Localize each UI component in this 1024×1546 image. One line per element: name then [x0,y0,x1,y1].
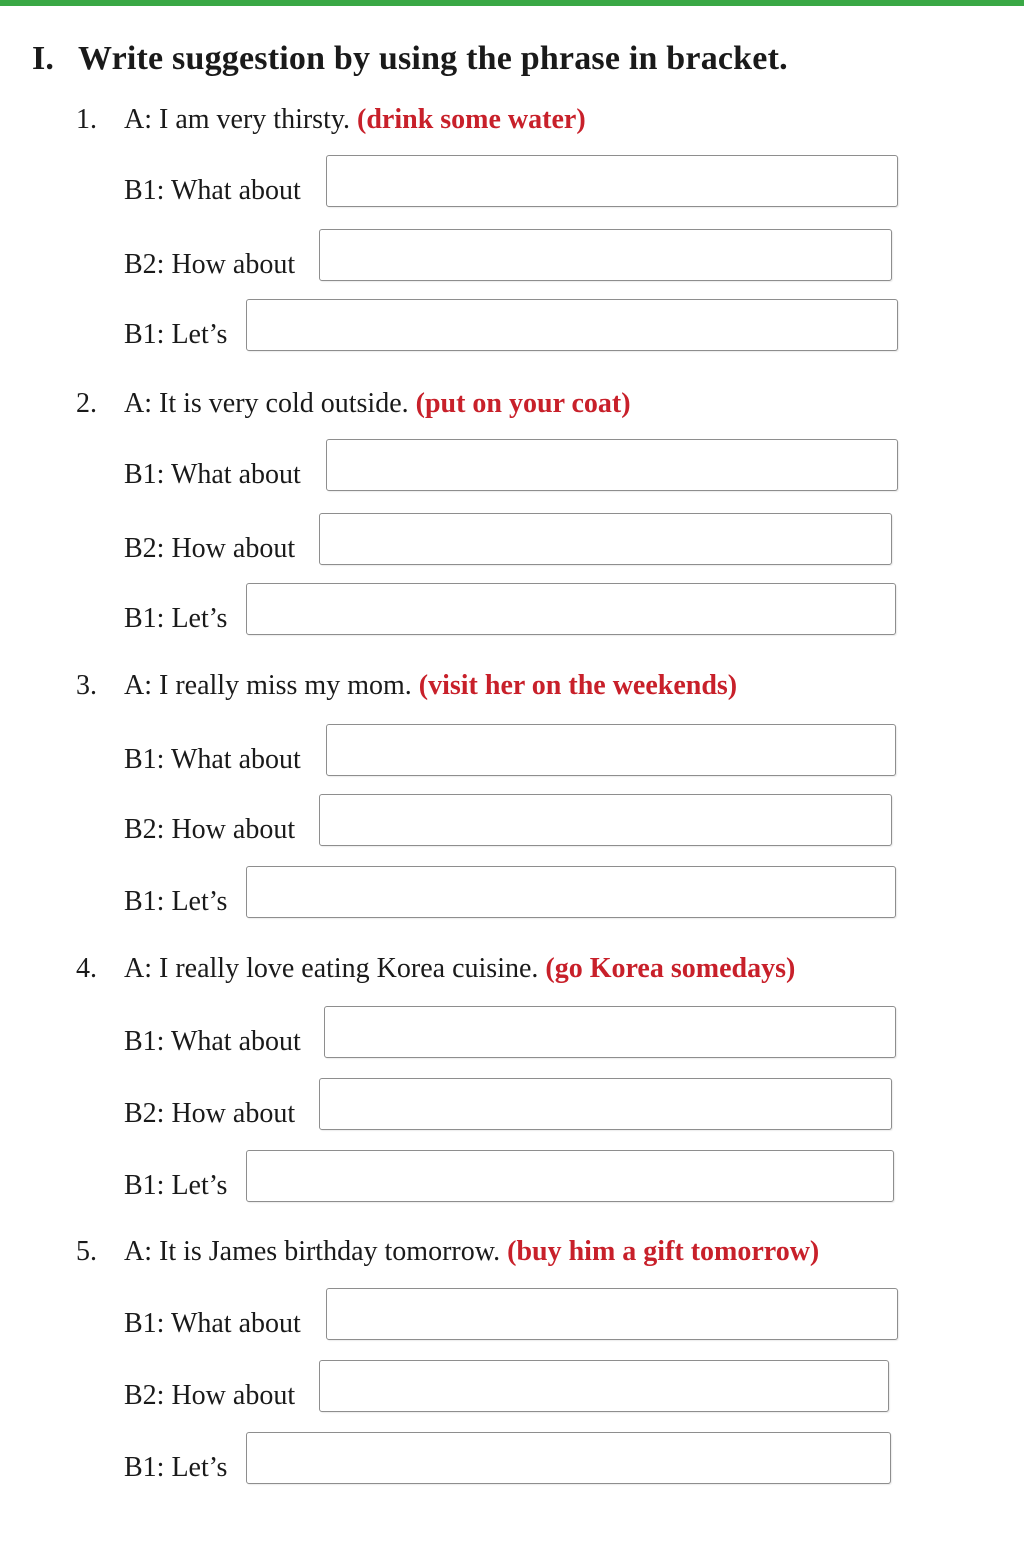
q5-lets-input[interactable] [246,1432,891,1484]
question-prompt: A: I really miss my mom. [124,670,412,701]
response-label: B1: Let’s [124,603,228,634]
question-hint: (visit her on the weekends) [418,670,738,701]
response-label: B1: What about [124,175,301,206]
response-label: B2: How about [124,1380,296,1411]
q1-lets-input[interactable] [246,299,898,351]
question-hint: (go Korea somedays) [545,953,796,984]
question-number: 1. [76,104,97,135]
question-5 [76,1236,819,1268]
q1-what-about-input[interactable] [326,155,898,207]
response-label: B2: How about [124,814,296,845]
q2-lets-input[interactable] [246,583,896,635]
q3-lets-input[interactable] [246,866,896,918]
q3-what-about-input[interactable] [326,724,896,776]
question-4 [76,953,795,985]
question-hint: (drink some water) [357,104,586,135]
q4-what-about-input[interactable] [324,1006,896,1058]
q4-lets-input[interactable] [246,1150,894,1202]
question-number: 5. [76,1236,97,1267]
response-label: B2: How about [124,533,296,564]
question-prompt: A: It is very cold outside. [124,388,409,419]
exercise-heading [32,40,788,78]
question-prompt: A: I really love eating Korea cuisine. [124,953,539,984]
q4-how-about-input[interactable] [319,1078,892,1130]
question-prompt: A: It is James birthday tomorrow. [124,1236,501,1267]
q2-how-about-input[interactable] [319,513,892,565]
response-label: B1: What about [124,1026,301,1057]
question-number: 4. [76,953,97,984]
question-number: 3. [76,670,97,701]
question-3 [76,670,737,702]
q2-what-about-input[interactable] [326,439,898,491]
exercise-number: I. [32,40,55,77]
question-2 [76,388,631,420]
q5-how-about-input[interactable] [319,1360,889,1412]
question-1 [76,104,586,136]
question-number: 2. [76,388,97,419]
response-label: B2: How about [124,249,296,280]
question-hint: (buy him a gift tomorrow) [507,1236,820,1267]
response-label: B1: Let’s [124,1170,228,1201]
top-accent-bar [0,0,1024,6]
q3-how-about-input[interactable] [319,794,892,846]
question-hint: (put on your coat) [415,388,631,419]
response-label: B1: Let’s [124,319,228,350]
response-label: B1: Let’s [124,1452,228,1483]
response-label: B1: Let’s [124,886,228,917]
q1-how-about-input[interactable] [319,229,892,281]
response-label: B1: What about [124,1308,301,1339]
q5-what-about-input[interactable] [326,1288,898,1340]
response-label: B1: What about [124,459,301,490]
exercise-title: Write suggestion by using the phrase in bracket. [78,40,788,77]
question-prompt: A: I am very thirsty. [124,104,351,135]
response-label: B1: What about [124,744,301,775]
response-label: B2: How about [124,1098,296,1129]
